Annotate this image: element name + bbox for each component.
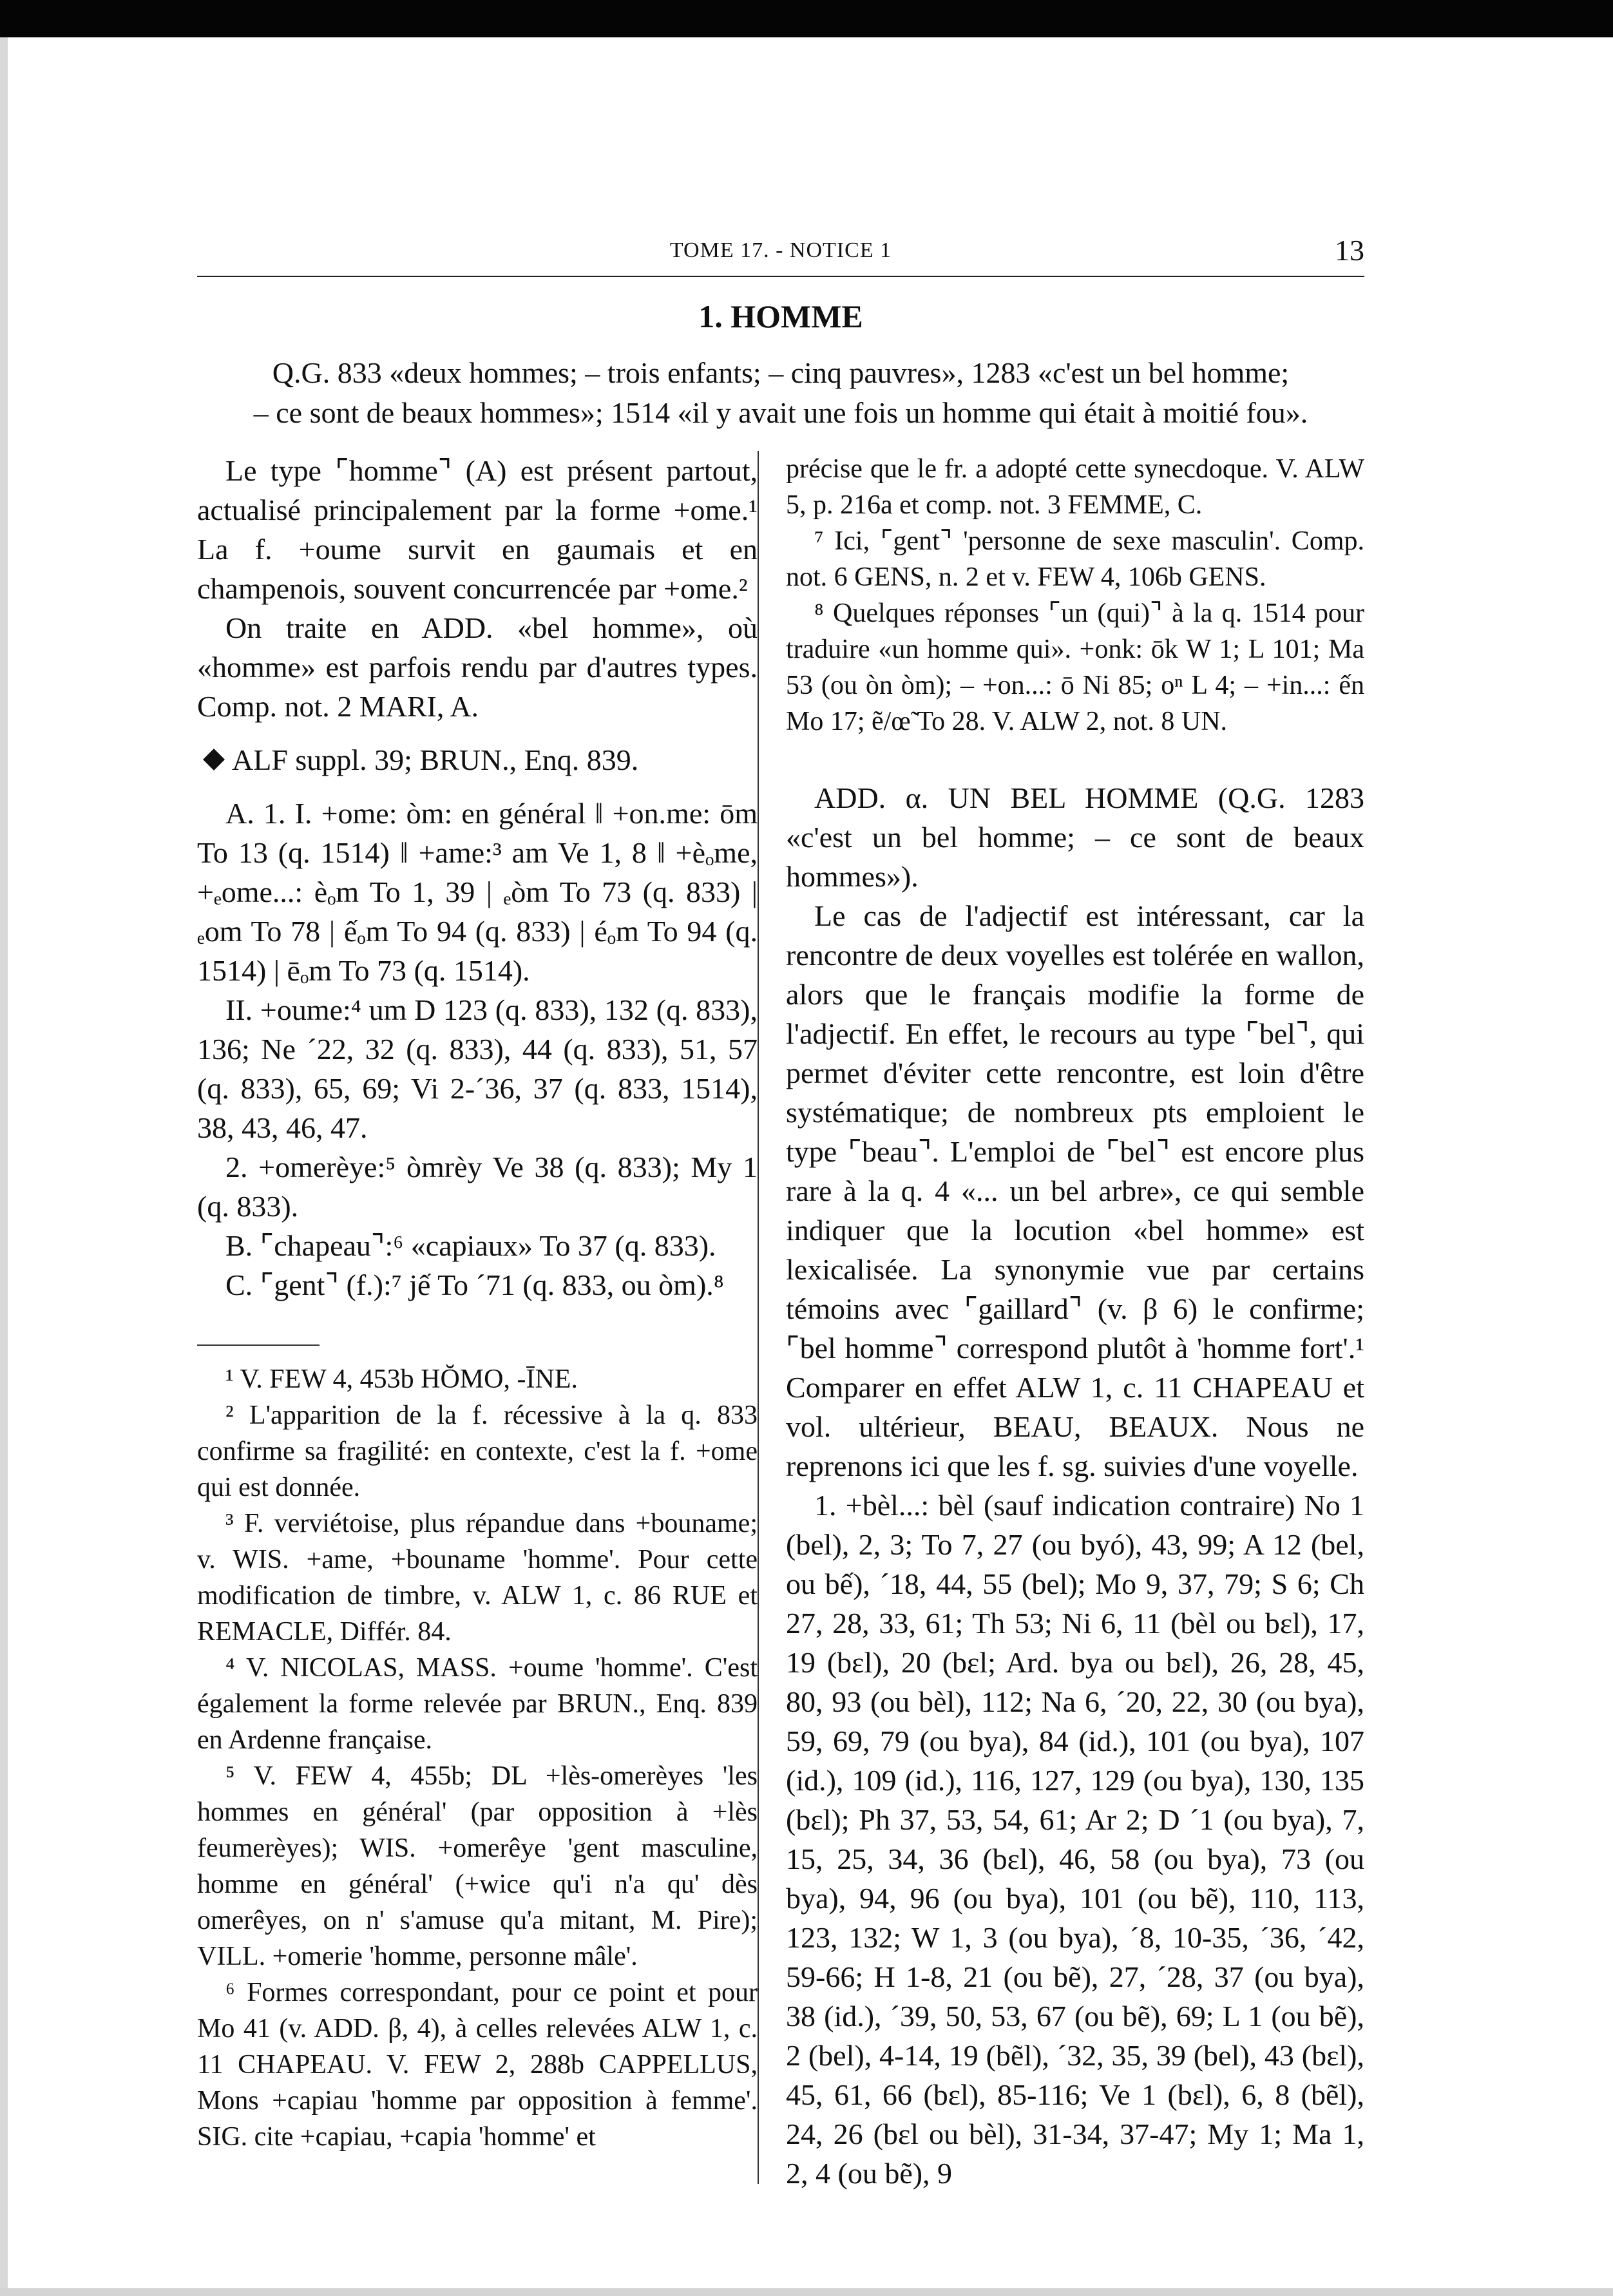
paragraph-type-a2: II. +oume:⁴ um D 123 (q. 833), 132 (q. 833), 136; Ne ´22, 32 (q. 833), 44 (q. 833), 51, 57 (q. 833), 65, 69; Vi 2-´36, 37 (q. 833, 1514), 38, 43, 46, 47. [197, 993, 758, 1144]
paragraph-intro: Le type ⌜homme⌝ (A) est présent partout, actualisé principalement par la forme +ome.¹ La f. +oume survit en gaumais et en champenois, souvent concurrencée par +ome.² [197, 454, 758, 605]
header-rule [197, 276, 1364, 277]
add-alpha-forms: 1. +bèl...: bèl (sauf indication contraire) No 1 (bel), 2, 3; To 7, 27 (ou byó), 43, 99; A 12 (bel, ou bế), ´18, 44, 55 (bel); Mo 9, 37, 79; S 6; Ch 27, 28, 33, 61; Th 53; Ni 6, 11 (bèl ou bɛl), 17, 19 (bɛl), 20 (bɛl; Ard. bya ou bɛl), 26, 28, 45, 80, 93 (ou bèl), 112; Na 6, ´20, 22, 30 (ou bya), 59, 69, 79 (ou bya), 84 (id.), 101 (ou bya), 107 (id.), 109 (id.), 116, 127, 129 (ou bya), 130, 135 (bɛl); Ph 37, 53, 54, 61; Ar 2; D ´1 (ou bya), 7, 15, 25, 34, 36 (bɛl), 46, 58 (ou bya), 73 (ou bya), 94, 96 (ou bya), 101 (ou bẽ), 110, 113, 123, 132; W 1, 3 (ou bya), ´8, 10-35, ´36, ´42, 59-66; H 1-8, 21 (ou bẽ), 27, ´28, 37 (ou bya), 38 (id.), ´39, 50, 53, 67 (ou bẽ), 69; L 1 (ou bẽ), 2 (bel), 4-14, 19 (bẽl), ´32, 35, 39 (bel), 43 (bɛl), 45, 61, 66 (bɛl), 85-116; Ve 1 (bɛl), 6, 8 (bẽl), 24, 26 (bɛl ou bèl), 31-34, 37-47; My 1; Ma 1, 2, 4 (ou bẽ), 9 [786, 1489, 1364, 2190]
paragraph-type-c: C. ⌜gent⌝ (f.):⁷ jế To ´71 (q. 833, ou òm).⁸ [225, 1268, 724, 1301]
running-title: TOME 17. - NOTICE 1 [669, 238, 892, 262]
right-column [786, 451, 1364, 2193]
scan-left-edge [0, 37, 8, 2296]
footnote-6: ⁶ Formes correspondant, pour ce point et pour Mo 41 (v. ADD. β, 4), à celles relevées ALW 1, c. 11 CHAPEAU. V. FEW 2, 288b CAPPELLUS, Mons +capiau 'homme par opposition à femme'. SIG. cite +capiau, +capia 'homme' et [197, 1978, 758, 2152]
left-column [197, 451, 758, 2155]
diamond-bullet-icon [203, 749, 225, 770]
footnote-4: ⁴ V. NICOLAS, MASS. +oume 'homme'. C'est également la forme relevée par BRUN., Enq. 839 en Ardenne française. [197, 1653, 758, 1755]
footnote-3: ³ F. verviétoise, plus répandue dans +bouname; v. WIS. +ame, +bouname 'homme'. Pour cette modification de timbre, v. ALW 1, c. 86 RUE et REMACLE, Différ. 84. [197, 1509, 758, 1647]
paragraph-type-b: B. ⌜chapeau⌝:⁶ «capiaux» To 37 (q. 833). [225, 1229, 716, 1262]
paragraph-references [197, 740, 758, 780]
references-text: ALF suppl. 39; BRUN., Enq. 839. [232, 743, 639, 776]
add-alpha-heading: ADD. α. UN BEL HOMME (Q.G. 1283 «c'est un bel homme; – ce sont de beaux hommes»). [786, 781, 1364, 893]
footnotes-continued [786, 451, 1364, 740]
running-head [197, 233, 1364, 272]
page-number: 13 [1335, 234, 1364, 267]
paragraph-add-note: On traite en ADD. «bel homme», où «homme» est parfois rendu par d'autres types. Comp. not. 2 MARI, A. [197, 611, 758, 723]
footnote-8: ⁸ Quelques réponses ⌜un (qui)⌝ à la q. 1514 pour traduire «un homme qui». +onk: ōk W 1; L 101; Ma 53 (ou òn òm); – +on...: ō Ni 85; oⁿ L 4; – +in...: ến Mo 17; ẽ/œ̃ To 28. V. ALW 2, not. 8 UN. [786, 598, 1364, 736]
paragraph-type-a1: A. 1. I. +ome: òm: en général ǁ +on.me: ōm To 13 (q. 1514) ǁ +ame:³ am Ve 1, 8 ǁ +èₒme, +ₑome...: èₒm To 1, 39 | ₑòm To 73 (q. 833) | ₑom To 78 | ếₒm To 94 (q. 833) | éₒm To 94 (q. 1514) | ēₒm To 73 (q. 1514). [197, 797, 758, 987]
footnote-2: ² L'apparition de la f. récessive à la q. 833 confirme sa fragilité: en contexte, c'est la f. +ome qui est donnée. [197, 1401, 758, 1502]
qg-line-1: Q.G. 833 «deux hommes; – trois enfants; – cinq pauvres», 1283 «c'est un bel homme; [272, 356, 1290, 389]
footnote-1: ¹ V. FEW 4, 453b HŎMO, -ĪNE. [225, 1364, 578, 1394]
footnote-6-continued: précise que le fr. a adopté cette synecdoque. V. ALW 5, p. 216a et comp. not. 3 FEMME, C. [786, 454, 1364, 520]
paragraph-type-a-omereye: 2. +omerèye:⁵ òmrèy Ve 38 (q. 833); My 1 (q. 833). [197, 1151, 758, 1223]
article-title: 1. HOMME [698, 298, 863, 334]
footnotes [197, 1361, 758, 2155]
column-divider [758, 451, 759, 2184]
qg-line-2: – ce sont de beaux hommes»; 1514 «il y avait une fois un homme qui était à moitié fou». [253, 396, 1308, 429]
scan-bottom-edge [0, 2288, 1613, 2296]
add-alpha-discussion: Le cas de l'adjectif est intéressant, car la rencontre de deux voyelles est tolérée en wallon, alors que le français modifie la forme de l'adjectif. En effet, le recours au type ⌜bel⌝, qui permet d'éviter cette rencontre, est loin d'être systématique; de nombreux pts emploient le type ⌜beau⌝. L'emploi de ⌜bel⌝ est encore plus rare à la q. 4 «... un bel arbre», ce qui semble indiquer que la locution «bel homme» est lexicalisée. La synonymie vue par certains témoins avec ⌜gaillard⌝ (v. β 6) le confirme; ⌜bel homme⌝ correspond plutôt à 'homme fort'.¹ Comparer en effet ALW 1, c. 11 CHAPEAU et vol. ultérieur, BEAU, BEAUX. Nous ne reprenons ici que les f. sg. suivies d'une voyelle. [786, 899, 1364, 1482]
scan-top-border [0, 0, 1613, 37]
footnote-7: ⁷ Ici, ⌜gent⌝ 'personne de sexe masculin'. Comp. not. 6 GENS, n. 2 et v. FEW 4, 106b GENS. [786, 526, 1364, 592]
footnote-rule [197, 1344, 320, 1346]
footnote-5: ⁵ V. FEW 4, 455b; DL +lès-omerèyes 'les hommes en général' (par opposition à +lès feumerèyes); WIS. +omerêye 'gent masculine, homme en général' (+wice qu'i n'a qu' dès omerêyes, on n' s'amuse qu'a mitant, M. Pire); VILL. +omerie 'homme, personne mâle'. [197, 1761, 758, 1971]
qg-questions [197, 353, 1364, 433]
